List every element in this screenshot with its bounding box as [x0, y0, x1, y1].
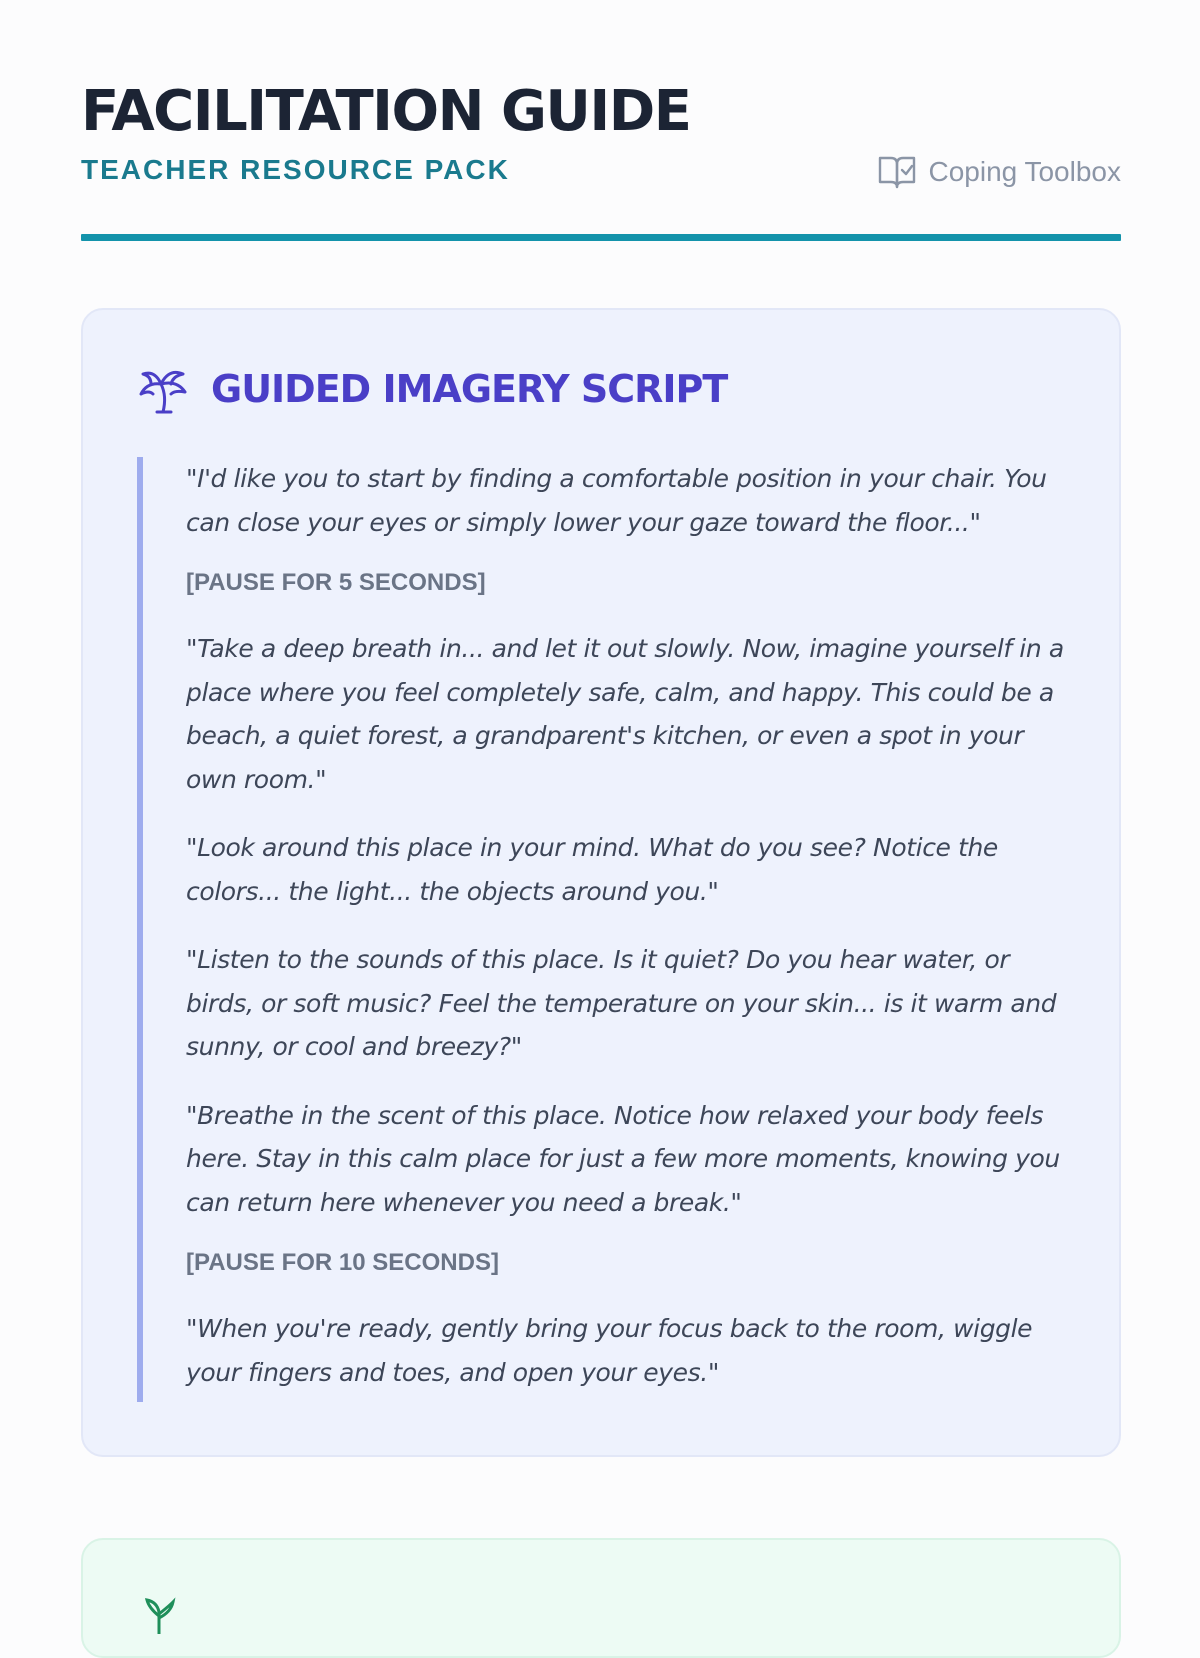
coping-toolbox-link[interactable]: [878, 154, 1121, 190]
palm-tree-icon: [137, 362, 191, 416]
guided-imagery-title: GUIDED IMAGERY SCRIPT: [211, 367, 728, 411]
script-line: "I'd like you to start by finding a comfortable position in your chair. You can close your eyes or simply lower your gaze toward the floor...": [186, 464, 1047, 537]
pause-instruction: [PAUSE FOR 5 SECONDS]: [186, 569, 486, 596]
coping-toolbox-label: Coping Toolbox: [928, 156, 1121, 187]
script-line: "Take a deep breath in... and let it out slowly. Now, imagine yourself in a place where you feel completely safe, calm, and happy. This could be a beach, a quiet forest, a grandparent's kitchen, or even a spot in your own room.": [186, 634, 1064, 794]
page-header: [81, 0, 1121, 242]
header-divider: [81, 234, 1121, 241]
page-title: FACILITATION GUIDE: [81, 79, 691, 144]
page-subtitle: TEACHER RESOURCE PACK: [81, 154, 510, 185]
next-section-card: [81, 1538, 1121, 1658]
sprout-icon: [139, 1594, 179, 1634]
facilitation-guide-page: [81, 0, 1121, 1600]
pause-instruction: [PAUSE FOR 10 SECONDS]: [186, 1249, 499, 1276]
guided-imagery-heading: [137, 362, 727, 416]
script-line: "Breathe in the scent of this place. Notice how relaxed your body feels here. Stay in this calm place for just a few more moments, knowing you can return here whenever you need a break.": [186, 1100, 1060, 1217]
script-line: "Listen to the sounds of this place. Is it quiet? Do you hear water, or birds, or soft music? Feel the temperature on your skin... is it warm and sunny, or cool and breezy?": [186, 945, 1057, 1061]
guided-imagery-card: [81, 308, 1121, 1457]
script-line: "When you're ready, gently bring your focus back to the room, wiggle your fingers and toes, and open your eyes.": [186, 1314, 1033, 1387]
book-check-icon: [878, 154, 916, 190]
script-line: "Look around this place in your mind. What do you see? Notice the colors... the light... the objects around you.": [186, 833, 998, 906]
imagery-script-quote: [137, 457, 1077, 1402]
